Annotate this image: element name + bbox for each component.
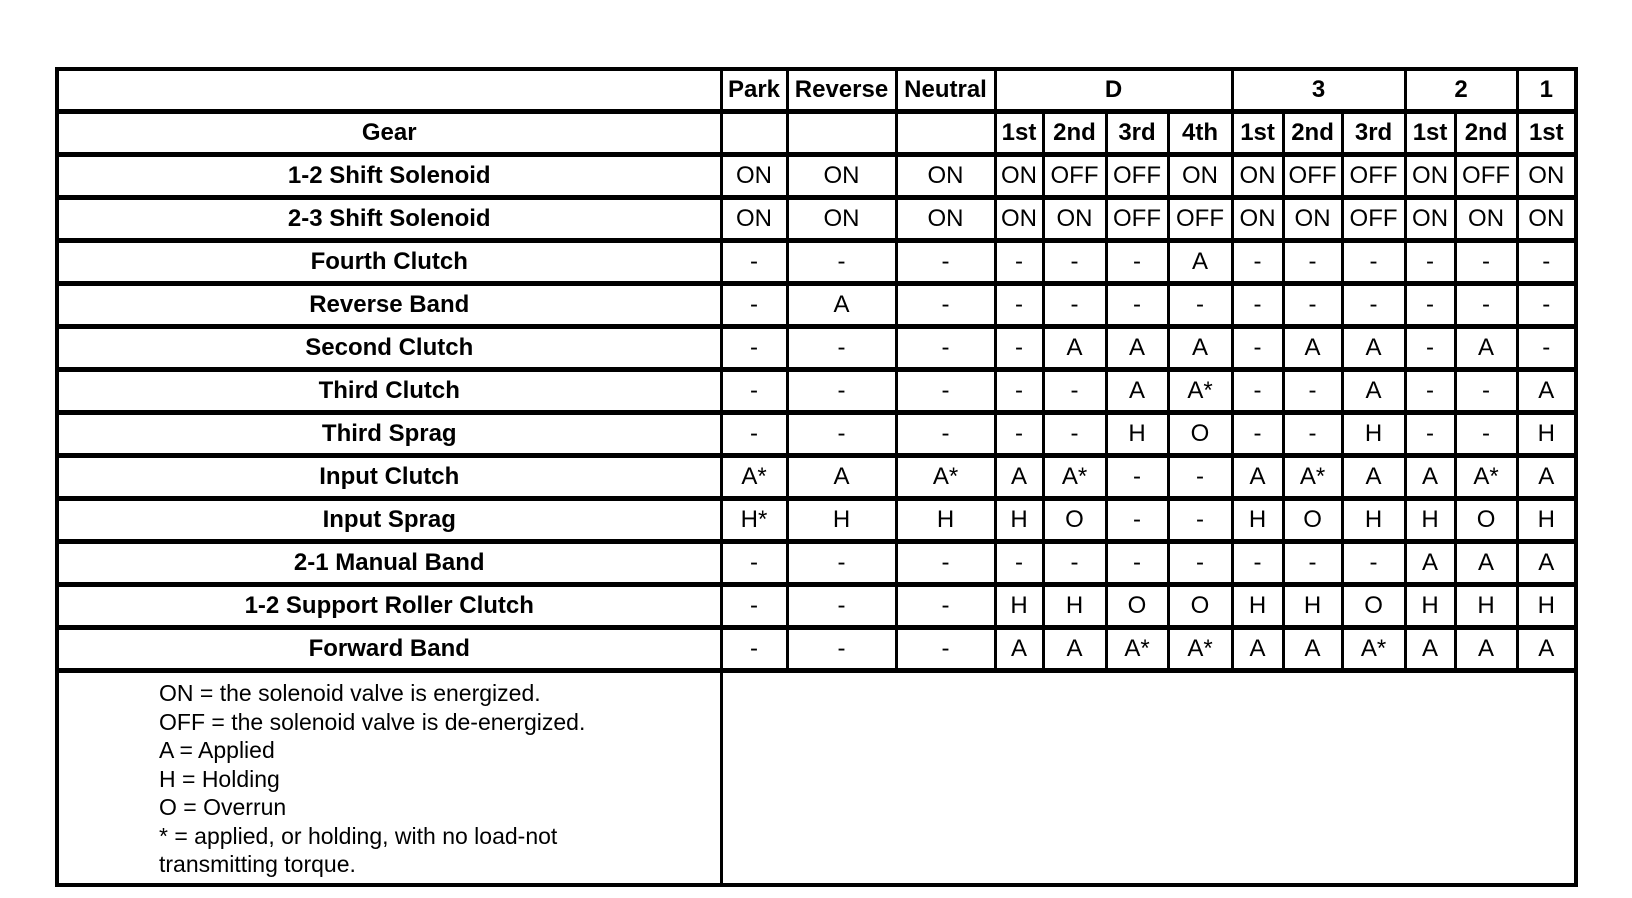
table-cell: O [1043, 499, 1106, 542]
row-label: Reverse Band [57, 284, 721, 327]
range-header: Neutral [896, 69, 995, 112]
row-label: 1-2 Shift Solenoid [57, 155, 721, 198]
table-cell: - [1232, 542, 1283, 585]
table-cell: A [1232, 628, 1283, 671]
table-cell: ON [787, 198, 896, 241]
table-cell: ON [721, 155, 787, 198]
table-cell: - [1455, 370, 1517, 413]
row-label: 2-1 Manual Band [57, 542, 721, 585]
table-cell: - [1517, 241, 1576, 284]
table-cell: OFF [1342, 198, 1405, 241]
table-cell: - [721, 585, 787, 628]
table-cell: - [1168, 499, 1232, 542]
gear-cell: 3rd [1106, 112, 1168, 155]
legend-line: OFF = the solenoid valve is de-energized. [159, 708, 586, 735]
table-cell: ON [995, 198, 1043, 241]
table-cell: A* [1168, 628, 1232, 671]
table-cell: ON [1455, 198, 1517, 241]
range-header: Park [721, 69, 787, 112]
table-cell: - [721, 284, 787, 327]
table-cell: ON [1517, 155, 1576, 198]
table-cell: ON [896, 198, 995, 241]
table-cell: O [1168, 585, 1232, 628]
table-cell: - [721, 413, 787, 456]
table-cell: - [1106, 456, 1168, 499]
table-cell: A [1232, 456, 1283, 499]
table-cell: - [1232, 370, 1283, 413]
table-cell: A [1283, 628, 1342, 671]
legend-row [57, 671, 1576, 886]
range-header: 3 [1232, 69, 1405, 112]
table-cell: ON [1283, 198, 1342, 241]
gear-cell: 3rd [1342, 112, 1405, 155]
table-cell: A [1455, 327, 1517, 370]
table-cell: A* [1106, 628, 1168, 671]
table-cell: - [787, 327, 896, 370]
table-cell: ON [721, 198, 787, 241]
table-cell: A [1517, 370, 1576, 413]
table-cell: - [1043, 370, 1106, 413]
gear-cell [721, 112, 787, 155]
table-cell: A [1405, 456, 1455, 499]
table-cell: - [1405, 413, 1455, 456]
table-cell: A [995, 628, 1043, 671]
table-row [57, 628, 1576, 671]
table-cell: A [787, 456, 896, 499]
table-cell: ON [1232, 155, 1283, 198]
table-cell: - [1043, 542, 1106, 585]
table-cell: - [1517, 327, 1576, 370]
table-cell: - [1106, 284, 1168, 327]
table-cell: A [1455, 542, 1517, 585]
table-cell: OFF [1043, 155, 1106, 198]
table-cell: - [1168, 456, 1232, 499]
table-cell: - [1455, 241, 1517, 284]
table-cell: - [787, 370, 896, 413]
table-cell: - [995, 327, 1043, 370]
table-cell: - [896, 628, 995, 671]
table-cell: - [721, 241, 787, 284]
table-cell: - [1283, 542, 1342, 585]
table-cell: - [1106, 499, 1168, 542]
gear-cell: 1st [995, 112, 1043, 155]
row-label: Third Clutch [57, 370, 721, 413]
table-cell: A [1405, 542, 1455, 585]
table-cell: OFF [1342, 155, 1405, 198]
table-cell: - [1405, 284, 1455, 327]
table-cell: - [1043, 284, 1106, 327]
table-cell: - [995, 370, 1043, 413]
table-cell: O [1455, 499, 1517, 542]
table-cell: - [896, 370, 995, 413]
row-label: Input Sprag [57, 499, 721, 542]
table-cell: OFF [1168, 198, 1232, 241]
range-header: Reverse [787, 69, 896, 112]
gear-cell: 4th [1168, 112, 1232, 155]
table-cell: A [1106, 370, 1168, 413]
table-cell: ON [1168, 155, 1232, 198]
legend-line: O = Overrun [159, 794, 287, 820]
table-cell: - [1043, 241, 1106, 284]
table-cell: - [1168, 542, 1232, 585]
table-cell: - [1283, 284, 1342, 327]
legend-line: ON = the solenoid valve is energized. [159, 680, 541, 706]
table-row [57, 413, 1576, 456]
table-cell: H [1517, 413, 1576, 456]
table-cell: - [896, 241, 995, 284]
table-cell: A [1342, 456, 1405, 499]
table-cell: A [1106, 327, 1168, 370]
gear-cell [896, 112, 995, 155]
table-cell: OFF [1455, 155, 1517, 198]
table-row [57, 198, 1576, 241]
legend-line: A = Applied [159, 737, 275, 763]
table-cell: H [995, 585, 1043, 628]
table-cell: A [1517, 542, 1576, 585]
table-cell: - [1455, 413, 1517, 456]
table-cell: - [896, 585, 995, 628]
table-cell: - [721, 327, 787, 370]
table-cell: H [1342, 413, 1405, 456]
clutch-application-chart [55, 67, 1578, 887]
table-row [57, 370, 1576, 413]
range-header: D [995, 69, 1232, 112]
table-cell: A* [721, 456, 787, 499]
table-cell: - [1232, 413, 1283, 456]
table-cell: - [896, 413, 995, 456]
table-cell: OFF [1106, 155, 1168, 198]
table-cell: A [1043, 628, 1106, 671]
legend-line: H = Holding [159, 765, 280, 792]
table-cell: - [995, 413, 1043, 456]
table-cell: H [1405, 499, 1455, 542]
table-cell: A* [896, 456, 995, 499]
table-cell: - [721, 370, 787, 413]
table-cell: H [995, 499, 1043, 542]
table-row [57, 499, 1576, 542]
table-cell: - [787, 585, 896, 628]
table-cell: H* [721, 499, 787, 542]
range-header-row [57, 69, 1576, 112]
table-cell: ON [995, 155, 1043, 198]
table-cell: A* [1043, 456, 1106, 499]
table-cell: - [787, 241, 896, 284]
row-label: Fourth Clutch [57, 241, 721, 284]
table-row [57, 542, 1576, 585]
table-cell: A [1517, 456, 1576, 499]
table-cell: - [995, 241, 1043, 284]
table-cell: - [1232, 284, 1283, 327]
gear-row [57, 112, 1576, 155]
table-cell: - [1342, 542, 1405, 585]
table-cell: - [896, 327, 995, 370]
table-cell: ON [896, 155, 995, 198]
table-cell: ON [1517, 198, 1576, 241]
table-cell: - [1232, 241, 1283, 284]
table-cell: H [1517, 585, 1576, 628]
table-cell: - [1232, 327, 1283, 370]
table-cell: - [995, 542, 1043, 585]
legend [57, 671, 721, 886]
legend-line: * = applied, or holding, with no load-not [159, 822, 558, 849]
table-cell: - [1106, 241, 1168, 284]
gear-cell: 1st [1232, 112, 1283, 155]
gear-cell: 1st [1517, 112, 1576, 155]
table-row [57, 241, 1576, 284]
gear-cell: 1st [1405, 112, 1455, 155]
table-cell: A [1342, 327, 1405, 370]
row-label: Input Clutch [57, 456, 721, 499]
table-cell: - [896, 542, 995, 585]
gear-cell: 2nd [1043, 112, 1106, 155]
table-cell: A [1043, 327, 1106, 370]
table-cell: - [721, 628, 787, 671]
table-cell: - [1043, 413, 1106, 456]
table-cell: A* [1283, 456, 1342, 499]
table-cell: - [1283, 413, 1342, 456]
blank-area [721, 671, 1576, 886]
table-cell: ON [1405, 198, 1455, 241]
table-cell: - [787, 413, 896, 456]
table-cell: - [1405, 241, 1455, 284]
table-cell: - [1455, 284, 1517, 327]
table-cell: - [995, 284, 1043, 327]
table-cell: - [1342, 284, 1405, 327]
table-cell: O [1283, 499, 1342, 542]
table-cell: A [1455, 628, 1517, 671]
table-cell: A* [1342, 628, 1405, 671]
table-cell: ON [1405, 155, 1455, 198]
table-cell: ON [1043, 198, 1106, 241]
table-cell: H [1517, 499, 1576, 542]
gear-cell: 2nd [1455, 112, 1517, 155]
table-cell: O [1342, 585, 1405, 628]
table-cell: - [1106, 542, 1168, 585]
table-cell: A [1517, 628, 1576, 671]
gear-cell [787, 112, 896, 155]
row-label: Third Sprag [57, 413, 721, 456]
table-cell: - [1405, 327, 1455, 370]
table-cell: H [1232, 499, 1283, 542]
table-row [57, 155, 1576, 198]
table-cell: O [1168, 413, 1232, 456]
row-label: Second Clutch [57, 327, 721, 370]
table-cell: - [1405, 370, 1455, 413]
range-header: 2 [1405, 69, 1517, 112]
table-cell: OFF [1106, 198, 1168, 241]
table-cell: A* [1168, 370, 1232, 413]
table-cell: A [787, 284, 896, 327]
table-row [57, 327, 1576, 370]
table-cell: H [1043, 585, 1106, 628]
row-label: Gear [57, 112, 721, 155]
row-label: 1-2 Support Roller Clutch [57, 585, 721, 628]
table-cell: - [787, 628, 896, 671]
table-cell: H [1405, 585, 1455, 628]
table-cell: - [896, 284, 995, 327]
table-cell: A* [1455, 456, 1517, 499]
table-cell: A [1405, 628, 1455, 671]
table-cell: - [1342, 241, 1405, 284]
table-cell: - [1517, 284, 1576, 327]
table-cell: H [1342, 499, 1405, 542]
table-cell: A [995, 456, 1043, 499]
table-cell: - [1283, 370, 1342, 413]
table-cell: H [1232, 585, 1283, 628]
gear-cell: 2nd [1283, 112, 1342, 155]
table-cell: H [787, 499, 896, 542]
table-cell: - [787, 542, 896, 585]
table-row [57, 284, 1576, 327]
table-cell: - [1283, 241, 1342, 284]
table-row [57, 585, 1576, 628]
table-cell: ON [1232, 198, 1283, 241]
legend-line: transmitting torque. [159, 851, 356, 877]
table-cell: - [721, 542, 787, 585]
row-label: Forward Band [57, 628, 721, 671]
table-cell: ON [787, 155, 896, 198]
table-cell: A [1168, 241, 1232, 284]
table-cell: H [1283, 585, 1342, 628]
table-cell: A [1168, 327, 1232, 370]
table-cell: H [896, 499, 995, 542]
row-label: 2-3 Shift Solenoid [57, 198, 721, 241]
table-cell: A [1342, 370, 1405, 413]
corner-cell [57, 69, 721, 112]
table-cell: H [1106, 413, 1168, 456]
table-cell: - [1168, 284, 1232, 327]
table-cell: H [1455, 585, 1517, 628]
table-cell: O [1106, 585, 1168, 628]
table-cell: A [1283, 327, 1342, 370]
range-header: 1 [1517, 69, 1576, 112]
table-cell: OFF [1283, 155, 1342, 198]
table-row [57, 456, 1576, 499]
